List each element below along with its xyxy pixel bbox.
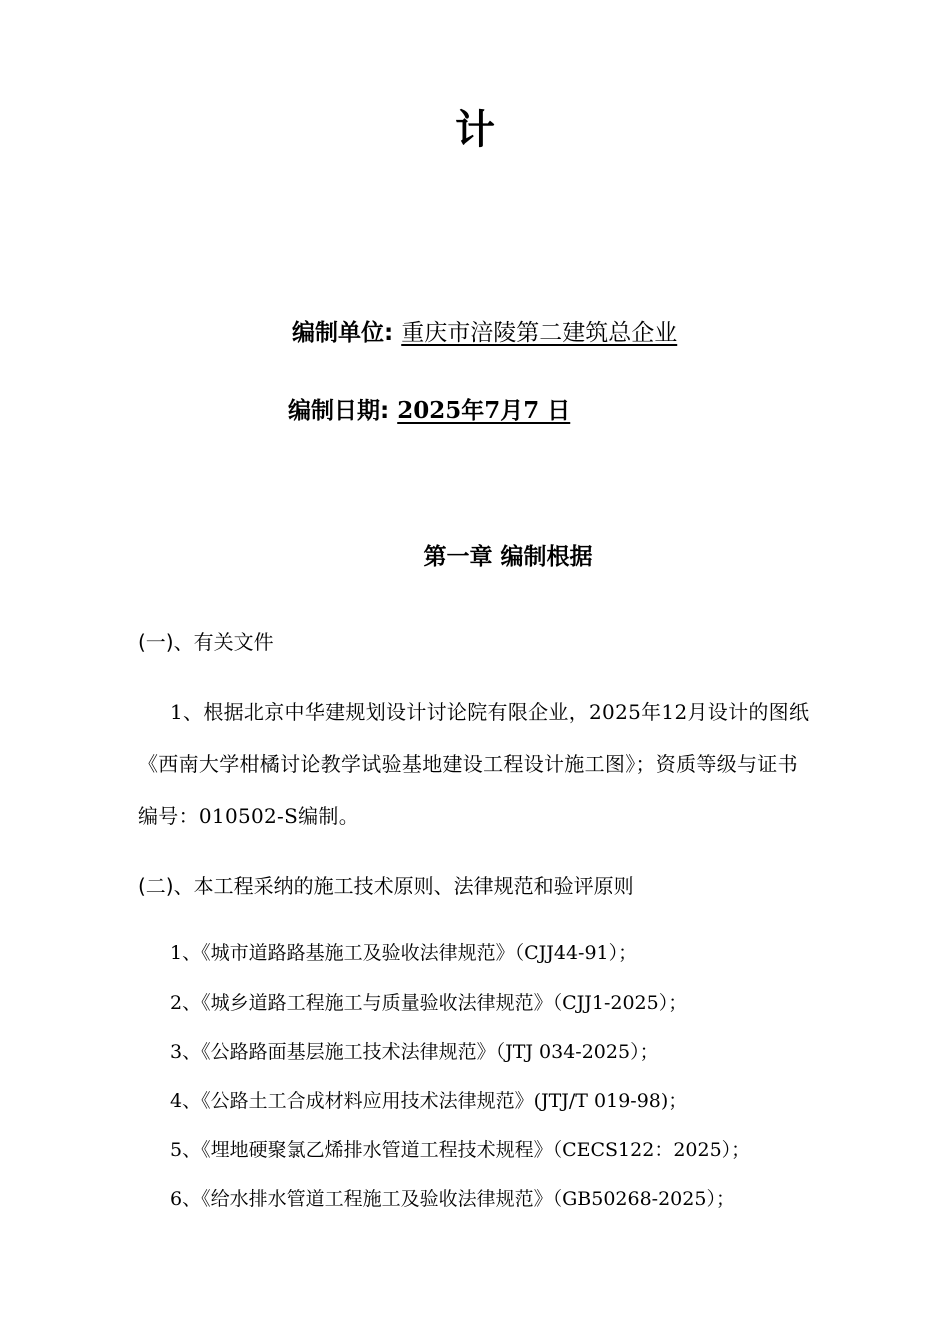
date-value: 2025年7月7 日 (397, 397, 571, 424)
section-1-paragraph-line: 1、根据北京中华建规划设计讨论院有限企业，2025年12月设计的图纸 (170, 700, 810, 724)
section-1-paragraph-line: 编号：010502-S编制。 (138, 804, 360, 828)
standard-list-item: 2、《城乡道路工程施工与质量验收法律规范》（CJJ1-2025）； (170, 992, 688, 1014)
chapter-title: 第一章 编制根据 (423, 544, 593, 570)
section-2-title: (二)、本工程采纳的施工技术原则、法律规范和验评原则 (138, 874, 634, 898)
section-1-paragraph-line: 《西南大学柑橘讨论教学试验基地建设工程设计施工图》；资质等级与证书 (138, 752, 798, 776)
standard-list-item: 6、《给水排水管道工程施工及验收法律规范》（GB50268-2025）； (170, 1188, 735, 1210)
standard-list-item: 5、《埋地硬聚氯乙烯排水管道工程技术规程》（CECS122：2025）； (170, 1139, 751, 1161)
date-label: 编制日期: (288, 398, 390, 424)
standard-list-item: 1、《城市道路路基施工及验收法律规范》（CJJ44-91）； (170, 942, 638, 964)
compiler-value: 重庆市涪陵第二建筑总企业 (401, 320, 678, 346)
standard-list-item: 4、《公路土工合成材料应用技术法律规范》(JTJ/T 019-98)； (170, 1090, 688, 1112)
title-fragment: 计 (455, 107, 495, 153)
compiler-label: 编制单位: (292, 320, 394, 346)
compiler-line (292, 314, 677, 347)
section-1-title: (一)、有关文件 (138, 630, 274, 654)
standard-list-item: 3、《公路路面基层施工技术法律规范》（JTJ 034-2025）； (170, 1041, 659, 1063)
date-line (288, 392, 570, 425)
